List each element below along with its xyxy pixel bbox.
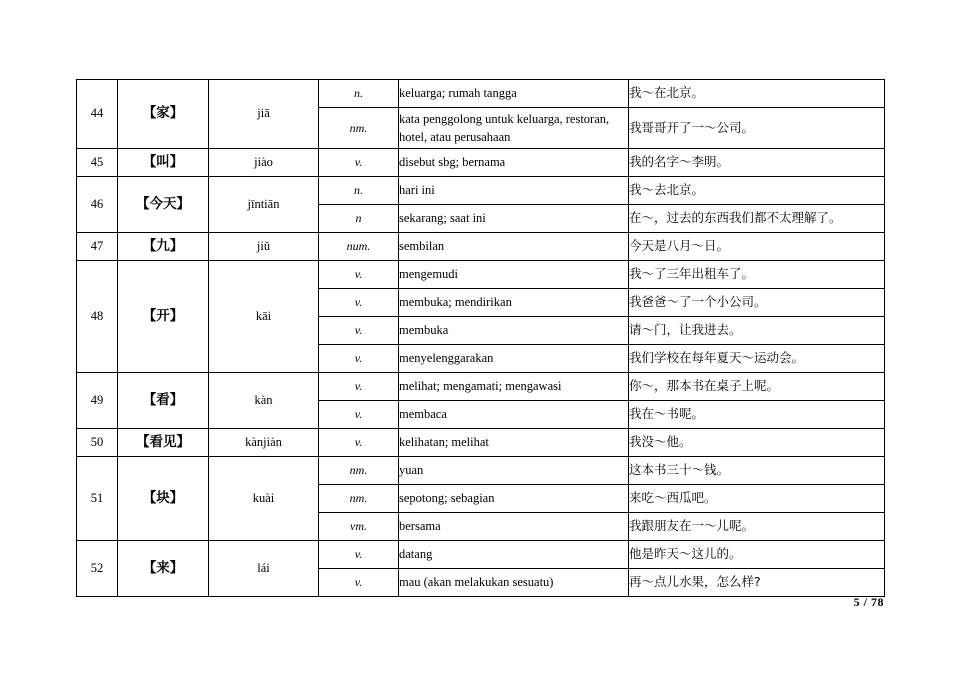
entry-headword: 【块】 xyxy=(118,457,209,541)
table-row xyxy=(77,233,885,261)
example-sentence: 这本书三十～钱。 xyxy=(629,457,885,485)
part-of-speech: v. xyxy=(319,289,399,317)
example-sentence: 我跟朋友在一～儿呢。 xyxy=(629,513,885,541)
entry-number: 47 xyxy=(77,233,118,261)
part-of-speech: v. xyxy=(319,345,399,373)
part-of-speech: vm. xyxy=(319,513,399,541)
entry-number: 50 xyxy=(77,429,118,457)
entry-number: 45 xyxy=(77,149,118,177)
entry-pinyin: jiā xyxy=(209,80,319,149)
definition-text: sekarang; saat ini xyxy=(399,205,629,233)
part-of-speech: v. xyxy=(319,317,399,345)
table-row xyxy=(77,541,885,569)
definition-text: menyelenggarakan xyxy=(399,345,629,373)
definition-text: disebut sbg; bernama xyxy=(399,149,629,177)
page-number-footer: 5 / 78 xyxy=(853,595,884,609)
entry-headword: 【家】 xyxy=(118,80,209,149)
definition-text: membuka xyxy=(399,317,629,345)
part-of-speech: v. xyxy=(319,541,399,569)
part-of-speech: nm. xyxy=(319,108,399,149)
example-sentence: 再～点儿水果，怎么样? xyxy=(629,569,885,597)
part-of-speech: v. xyxy=(319,149,399,177)
part-of-speech: n. xyxy=(319,177,399,205)
part-of-speech: nm. xyxy=(319,457,399,485)
entry-headword: 【来】 xyxy=(118,541,209,597)
entry-pinyin: kāi xyxy=(209,261,319,373)
definition-text: datang xyxy=(399,541,629,569)
part-of-speech: num. xyxy=(319,233,399,261)
example-sentence: 我～在北京。 xyxy=(629,80,885,108)
entry-pinyin: jiào xyxy=(209,149,319,177)
example-sentence: 我们学校在每年夏天～运动会。 xyxy=(629,345,885,373)
entry-headword: 【叫】 xyxy=(118,149,209,177)
entry-number: 48 xyxy=(77,261,118,373)
entry-pinyin: kàn xyxy=(209,373,319,429)
example-sentence: 我～去北京。 xyxy=(629,177,885,205)
definition-text: yuan xyxy=(399,457,629,485)
table-row xyxy=(77,261,885,289)
table-row xyxy=(77,149,885,177)
definition-text: bersama xyxy=(399,513,629,541)
definition-text: sembilan xyxy=(399,233,629,261)
entry-headword: 【开】 xyxy=(118,261,209,373)
part-of-speech: v. xyxy=(319,429,399,457)
example-sentence: 他是昨天～这儿的。 xyxy=(629,541,885,569)
entry-headword: 【看】 xyxy=(118,373,209,429)
table-row xyxy=(77,177,885,205)
table-row xyxy=(77,429,885,457)
entry-pinyin: jiǔ xyxy=(209,233,319,261)
example-sentence: 我哥哥开了一～公司。 xyxy=(629,108,885,149)
example-sentence: 我没～他。 xyxy=(629,429,885,457)
entry-pinyin: kànjiàn xyxy=(209,429,319,457)
example-sentence: 我爸爸～了一个小公司。 xyxy=(629,289,885,317)
definition-text: membaca xyxy=(399,401,629,429)
part-of-speech: n. xyxy=(319,80,399,108)
entry-pinyin: kuài xyxy=(209,457,319,541)
dictionary-table xyxy=(76,79,885,597)
definition-text: sepotong; sebagian xyxy=(399,485,629,513)
dictionary-table-body xyxy=(77,80,885,597)
part-of-speech: v. xyxy=(319,373,399,401)
definition-text: kata penggolong untuk keluarga, restoran, hotel, atau perusahaan xyxy=(399,108,629,149)
part-of-speech: n xyxy=(319,205,399,233)
example-sentence: 我～了三年出租车了。 xyxy=(629,261,885,289)
definition-text: mengemudi xyxy=(399,261,629,289)
entry-number: 52 xyxy=(77,541,118,597)
entry-headword: 【看见】 xyxy=(118,429,209,457)
table-row xyxy=(77,80,885,108)
example-sentence: 我在～书呢。 xyxy=(629,401,885,429)
example-sentence: 请～门，让我进去。 xyxy=(629,317,885,345)
entry-number: 49 xyxy=(77,373,118,429)
table-row xyxy=(77,457,885,485)
entry-number: 51 xyxy=(77,457,118,541)
entry-number: 46 xyxy=(77,177,118,233)
definition-text: membuka; mendirikan xyxy=(399,289,629,317)
entry-number: 44 xyxy=(77,80,118,149)
definition-text: mau (akan melakukan sesuatu) xyxy=(399,569,629,597)
definition-text: hari ini xyxy=(399,177,629,205)
definition-text: melihat; mengamati; mengawasi xyxy=(399,373,629,401)
definition-text: kelihatan; melihat xyxy=(399,429,629,457)
entry-pinyin: lái xyxy=(209,541,319,597)
definition-text: keluarga; rumah tangga xyxy=(399,80,629,108)
example-sentence: 我的名字～李明。 xyxy=(629,149,885,177)
entry-headword: 【今天】 xyxy=(118,177,209,233)
part-of-speech: nm. xyxy=(319,485,399,513)
part-of-speech: v. xyxy=(319,569,399,597)
example-sentence: 今天是八月～日。 xyxy=(629,233,885,261)
table-row xyxy=(77,373,885,401)
example-sentence: 你～，那本书在桌子上呢。 xyxy=(629,373,885,401)
part-of-speech: v. xyxy=(319,261,399,289)
example-sentence: 来吃～西瓜吧。 xyxy=(629,485,885,513)
entry-headword: 【九】 xyxy=(118,233,209,261)
example-sentence: 在～，过去的东西我们都不太理解了。 xyxy=(629,205,885,233)
entry-pinyin: jīntiān xyxy=(209,177,319,233)
part-of-speech: v. xyxy=(319,401,399,429)
